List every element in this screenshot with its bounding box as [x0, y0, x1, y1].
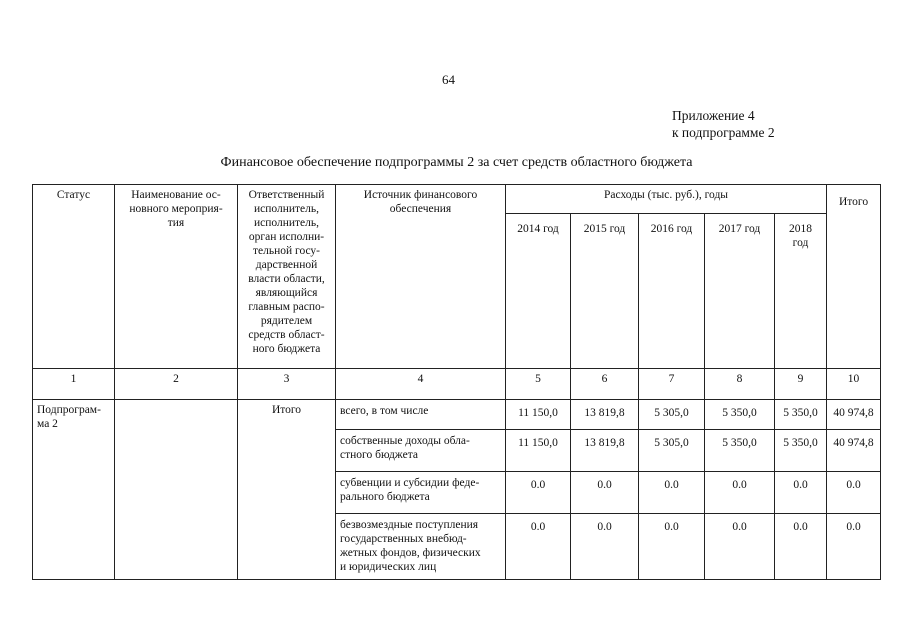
value-total: 40 974,8: [827, 430, 881, 472]
header-year-2018: 2018 год: [775, 214, 827, 369]
value-2015: 0.0: [571, 514, 639, 580]
appendix-line-2: к подпрограмме 2: [672, 125, 775, 140]
column-number: 3: [238, 369, 336, 400]
header-year-2015: 2015 год: [571, 214, 639, 369]
row-source: всего, в том числе: [336, 400, 506, 430]
value-2015: 13 819,8: [571, 430, 639, 472]
value-2018: 5 350,0: [775, 400, 827, 430]
value-2017: 0.0: [705, 472, 775, 514]
column-number: 2: [115, 369, 238, 400]
column-number: 9: [775, 369, 827, 400]
column-number: 7: [639, 369, 705, 400]
value-2018: 0.0: [775, 514, 827, 580]
header-responsible: Ответственный исполнитель, исполнитель, орган исполни- тельной госу- дарственной власти области, являющийся главным распо- рядителем средств област- ного бюджета: [238, 185, 336, 369]
value-2015: 13 819,8: [571, 400, 639, 430]
value-2016: 0.0: [639, 514, 705, 580]
value-2014: 0.0: [506, 514, 571, 580]
header-name: Наименование ос- новного мероприя- тия: [115, 185, 238, 369]
header-status: Статус: [33, 185, 115, 369]
header-expenses: Расходы (тыс. руб.), годы: [506, 185, 827, 214]
column-number: 5: [506, 369, 571, 400]
value-2016: 0.0: [639, 472, 705, 514]
value-2017: 0.0: [705, 514, 775, 580]
row-responsible: Итого: [238, 400, 336, 580]
row-name: [115, 400, 238, 580]
value-2017: 5 350,0: [705, 400, 775, 430]
value-total: 0.0: [827, 472, 881, 514]
appendix-line-1: Приложение 4: [672, 108, 755, 123]
row-source: субвенции и субсидии феде- рального бюджета: [336, 472, 506, 514]
appendix-note: [672, 107, 775, 141]
value-2014: 11 150,0: [506, 400, 571, 430]
column-numbers-row: [33, 369, 881, 400]
header-year-2016: 2016 год: [639, 214, 705, 369]
value-total: 40 974,8: [827, 400, 881, 430]
header-row: [33, 185, 881, 214]
row-source: собственные доходы обла- стного бюджета: [336, 430, 506, 472]
column-number: 6: [571, 369, 639, 400]
table-row: [33, 400, 881, 430]
header-source: Источник финансового обеспечения: [336, 185, 506, 369]
value-total: 0.0: [827, 514, 881, 580]
header-total: Итого: [827, 185, 881, 369]
page-number: 64: [442, 72, 455, 87]
header-year-2017: 2017 год: [705, 214, 775, 369]
value-2017: 5 350,0: [705, 430, 775, 472]
value-2014: 11 150,0: [506, 430, 571, 472]
column-number: 8: [705, 369, 775, 400]
value-2016: 5 305,0: [639, 400, 705, 430]
row-source: безвозмездные поступления государственных внебюд- жетных фондов, физических и юридических лиц: [336, 514, 506, 580]
value-2014: 0.0: [506, 472, 571, 514]
value-2016: 5 305,0: [639, 430, 705, 472]
document-title: [0, 155, 905, 171]
column-number: 4: [336, 369, 506, 400]
header-year-2014: 2014 год: [506, 214, 571, 369]
budget-table: [32, 184, 881, 580]
value-2015: 0.0: [571, 472, 639, 514]
column-number: 10: [827, 369, 881, 400]
document-title-text: Финансовое обеспечение подпрограммы 2 за счет средств областного бюджета: [220, 155, 693, 170]
value-2018: 0.0: [775, 472, 827, 514]
value-2018: 5 350,0: [775, 430, 827, 472]
column-number: 1: [33, 369, 115, 400]
row-status: Подпрограм- ма 2: [33, 400, 115, 580]
